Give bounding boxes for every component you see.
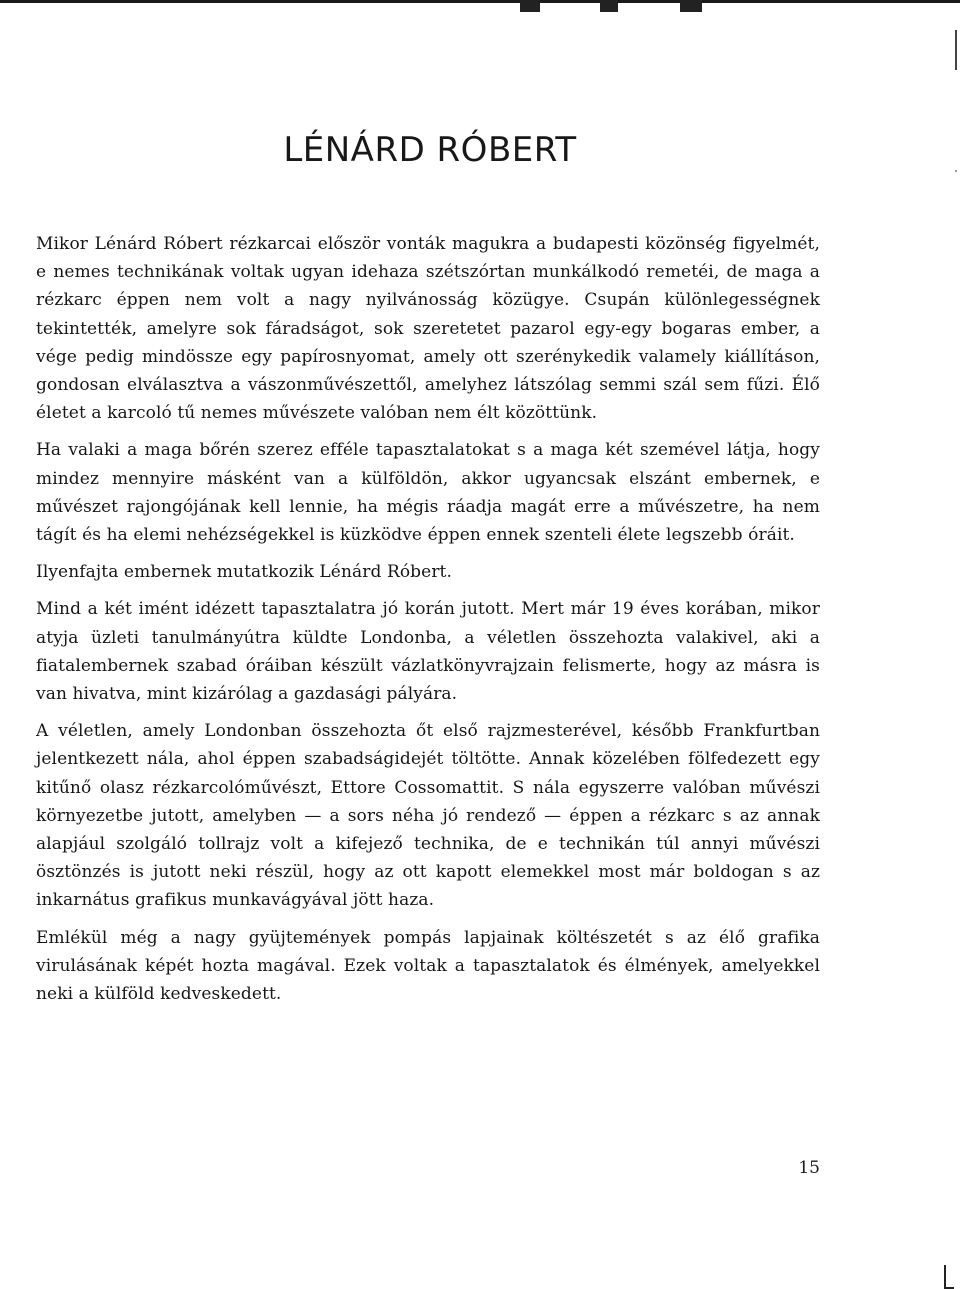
scan-top-edge	[0, 0, 960, 30]
paragraph-6: Emlékül még a nagy gyüjtemények pompás lapjainak költészetét s az élő grafika virulásának képét hozta magával. Ezek voltak a tapasztalatok és élmények, amelyekkel neki a külföld kedveskedett.	[36, 927, 820, 1005]
paragraph-3: Ilyenfajta embernek mutatkozik Lénárd Róbert.	[36, 562, 452, 583]
page-number: 15	[798, 1158, 820, 1178]
paragraph-4: Mind a két imént idézett tapasztalatra jó korán jutott. Mert már 19 éves korában, mikor atyja üzleti tanulmányútra küldte Londonba, a véletlen összehozta valakivel, aki a fiatalembernek szabad óráiban készült vázlatkönyvrajzain felismerte, hogy az másra is van hivatva, mint kizárólag a gazdasági pályára.	[36, 599, 820, 705]
paragraph-5: A véletlen, amely Londonban összehozta őt első rajzmesterével, később Frankfurtban jelentkezett nála, ahol éppen szabadságidejét töltötte. Annak közelében fölfedezett egy kitűnő olasz rézkarcolóművészt, Ettore Cossomattit. S nála egyszerre valóban művészi környezetbe jutott, amelyben — a sors néha jó rendező — éppen a rézkarc s az annak alapjául szolgáló tollrajz volt a kifejező technika, de e technikán túl annyi művészi ösztönzés is jutott neki részül, hogy az ott kapott elemekkel most már boldogan s az inkarnátus grafikus munkavágyával jött haza.	[36, 721, 820, 911]
paragraph-1: Mikor Lénárd Róbert rézkarcai először vonták magukra a budapesti közönség figyelmét, e nemes technikának voltak ugyan idehaza szétszórtan munkálkodó remetéi, de maga a rézkarc éppen nem volt a nagy nyilvánosság közügye. Csupán különlegességnek tekintették, amelyre sok fáradságot, sok szeretetet pazarol egy-egy bogaras ember, a vége pedig mindössze egy papírosnyomat, amely ott szerénykedik valamely kiállításon, gondosan elválasztva a vászonművészettől, amelyhez látszólag semmi szál sem fűzi. Élő életet a karcoló tű nemes művészete valóban nem élt közöttünk.	[36, 234, 820, 424]
page-title: LÉNÁRD RÓBERT	[283, 130, 577, 170]
article-body	[36, 230, 820, 1017]
paragraph-2: Ha valaki a maga bőrén szerez efféle tapasztalatokat s a maga két szemével látja, hogy mindez mennyire másként van a külföldön, akkor ugyancsak elszánt embernek, e művészet rajongójának kell lennie, ha mégis ráadja magát erre a művészetre, ha nem tágít és ha elemi nehézségekkel is küzködve éppen ennek szenteli élete legszebb óráit.	[36, 440, 820, 546]
scan-right-edge	[955, 30, 957, 1285]
scan-corner-mark	[944, 1265, 954, 1289]
